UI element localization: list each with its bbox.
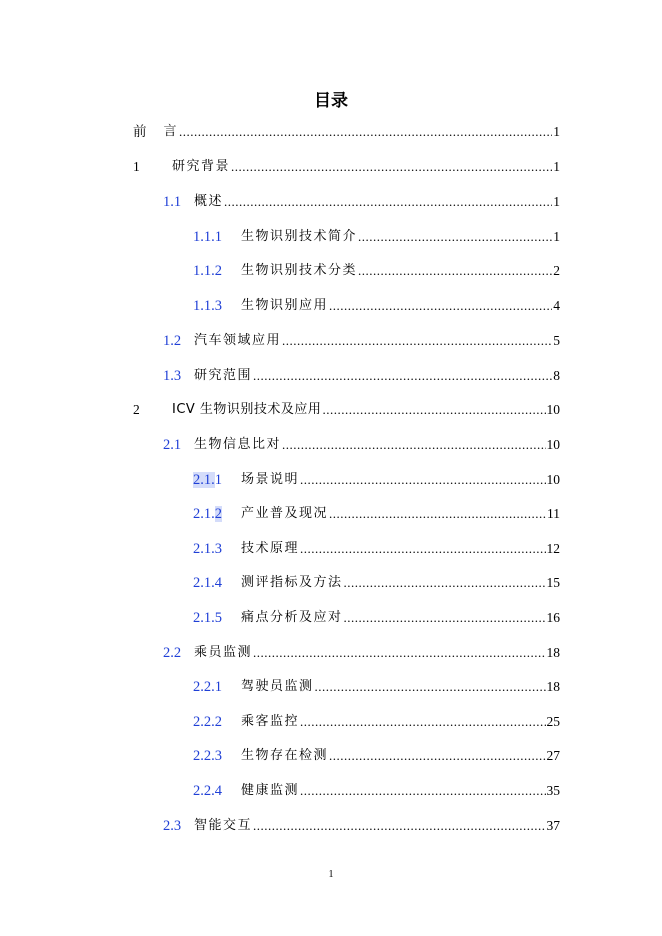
toc-entry-text: 汽车领域应用 — [194, 333, 282, 348]
toc-entry-page: 37 — [546, 818, 560, 833]
toc-entry-2-2[interactable] — [163, 642, 560, 664]
toc-entry-number: 2.3 — [163, 818, 182, 834]
toc-entry-1[interactable] — [133, 156, 560, 178]
toc-entry-1-3[interactable] — [163, 365, 560, 387]
toc-entry-1-1-1[interactable] — [193, 226, 560, 248]
toc-entry-2-3[interactable] — [163, 815, 560, 837]
toc-entry-text: 概述 — [194, 194, 224, 209]
toc-entry-page: 27 — [546, 748, 560, 763]
toc-entry-number — [193, 469, 241, 491]
toc-entry-page: 2 — [553, 263, 560, 278]
toc-entry-page: 10 — [546, 437, 560, 452]
toc-entry-1-1-3[interactable] — [193, 295, 560, 317]
toc-leader-dots — [300, 538, 545, 560]
toc-entry-2-1[interactable] — [163, 434, 560, 456]
toc-entry-number: 2.2.4 — [193, 783, 222, 799]
toc-entry-page: 1 — [553, 229, 560, 244]
toc-entry-number: 2.2 — [163, 645, 182, 661]
toc-entry-text: 测评指标及方法 — [241, 575, 343, 590]
toc-entry-number: 1.1 — [163, 194, 182, 210]
toc-entry-number: 2.2.3 — [193, 748, 222, 764]
toc-entry-page: 35 — [546, 783, 560, 798]
toc-leader-dots — [358, 226, 552, 248]
toc-entry-page: 10 — [546, 402, 560, 417]
toc-entry-text: 研究背景 — [172, 159, 231, 174]
toc-entry-text: 产业普及现况 — [241, 506, 329, 521]
toc-entry-page: 16 — [546, 610, 560, 625]
toc-entry-2-1-4[interactable] — [193, 572, 560, 594]
toc-number-rest: 1 — [214, 472, 222, 488]
toc-entry-text: 生物识别应用 — [241, 298, 329, 313]
toc-entry-number — [193, 503, 241, 525]
toc-entry-text: 生物存在检测 — [241, 748, 329, 763]
toc-entry-number: 1 — [133, 159, 140, 174]
toc-entry-text: 痛点分析及应对 — [241, 610, 343, 625]
toc-leader-dots — [300, 469, 545, 491]
toc-entry-page: 5 — [553, 333, 560, 348]
toc-leader-dots — [344, 607, 546, 629]
toc-entry-page: 1 — [553, 194, 560, 209]
toc-leader-dots — [358, 260, 552, 282]
toc-leader-dots — [231, 156, 552, 178]
toc-entry-number: 2.1.3 — [193, 541, 222, 557]
toc-entry-preface[interactable] — [133, 121, 560, 143]
toc-number-highlighted-part: 2.1. — [193, 472, 215, 488]
toc-entry-number: 2.2.1 — [193, 679, 222, 695]
toc-entry-1-1[interactable] — [163, 191, 560, 213]
toc-leader-dots — [329, 745, 545, 767]
toc-leader-dots — [300, 711, 545, 733]
toc-entry-text: 智能交互 — [194, 818, 253, 833]
toc-entry-number: 2 — [133, 402, 140, 417]
toc-entry-number: 2.1 — [163, 437, 182, 453]
toc-entry-page: 25 — [546, 714, 560, 729]
toc-entry-page: 12 — [546, 541, 560, 556]
toc-entry-number: 1.1.3 — [193, 298, 222, 314]
toc-entry-page: 8 — [553, 368, 560, 383]
toc-entry-2-2-1[interactable] — [193, 676, 560, 698]
toc-leader-dots — [344, 572, 546, 594]
toc-entry-page: 15 — [546, 575, 560, 590]
toc-title: 目录 — [314, 91, 348, 111]
toc-entry-number: 1.1.2 — [193, 263, 222, 279]
toc-entry-number: 前 — [133, 124, 147, 139]
toc-entry-page: 4 — [553, 298, 560, 313]
toc-leader-dots — [253, 642, 545, 664]
toc-entry-page: 1 — [553, 159, 560, 174]
toc-entry-number: 1.1.1 — [193, 229, 222, 245]
toc-entry-2-1-2[interactable] — [193, 503, 560, 525]
toc-entry-2-2-4[interactable] — [193, 780, 560, 802]
toc-leader-dots — [224, 191, 552, 213]
toc-entry-1-1-2[interactable] — [193, 260, 560, 282]
toc-entry-text: ICV 生物识别技术及应用 — [172, 402, 322, 417]
toc-entry-text: 驾驶员监测 — [241, 679, 314, 694]
toc-entry-text: 乘员监测 — [194, 645, 253, 660]
toc-entry-text: 技术原理 — [241, 541, 300, 556]
toc-entry-text: 场景说明 — [241, 472, 300, 487]
toc-entry-2[interactable] — [133, 399, 560, 421]
toc-entry-2-1-3[interactable] — [193, 538, 560, 560]
toc-leader-dots — [179, 121, 552, 143]
toc-entry-number: 2.1.5 — [193, 610, 222, 626]
toc-entry-page: 10 — [546, 472, 560, 487]
toc-leader-dots — [300, 780, 545, 802]
toc-leader-dots — [282, 330, 552, 352]
toc-entry-1-2[interactable] — [163, 330, 560, 352]
toc-entry-2-1-1[interactable] — [193, 469, 560, 491]
toc-entry-2-2-3[interactable] — [193, 745, 560, 767]
toc-leader-dots — [253, 365, 552, 387]
toc-entry-2-2-2[interactable] — [193, 711, 560, 733]
toc-leader-dots — [253, 815, 545, 837]
toc-entry-text: 研究范围 — [194, 368, 253, 383]
toc-number-highlighted-part: 2 — [214, 506, 222, 522]
toc-entry-page: 18 — [546, 679, 560, 694]
toc-entry-text: 言 — [163, 124, 179, 139]
toc-entry-text: 乘客监控 — [241, 714, 300, 729]
toc-leader-dots — [322, 399, 545, 421]
toc-entry-text: 健康监测 — [241, 783, 300, 798]
toc-entry-number: 1.2 — [163, 333, 182, 349]
toc-entry-text: 生物识别技术简介 — [241, 229, 358, 244]
toc-entry-text: 生物识别技术分类 — [241, 263, 358, 278]
toc-entry-2-1-5[interactable] — [193, 607, 560, 629]
toc-entry-text: 生物信息比对 — [194, 437, 282, 452]
page-number-footer: 1 — [328, 869, 334, 880]
toc-number-rest: 2.1. — [193, 506, 215, 522]
toc-entry-number: 2.2.2 — [193, 714, 222, 730]
toc-leader-dots — [329, 503, 546, 525]
toc-leader-dots — [315, 676, 546, 698]
toc-entry-page: 18 — [546, 645, 560, 660]
toc-entry-page: 11 — [547, 506, 560, 521]
toc-entry-number: 2.1.4 — [193, 575, 222, 591]
toc-entry-page: 1 — [553, 124, 560, 139]
toc-entry-number: 1.3 — [163, 368, 182, 384]
toc-leader-dots — [282, 434, 545, 456]
toc-leader-dots — [329, 295, 552, 317]
